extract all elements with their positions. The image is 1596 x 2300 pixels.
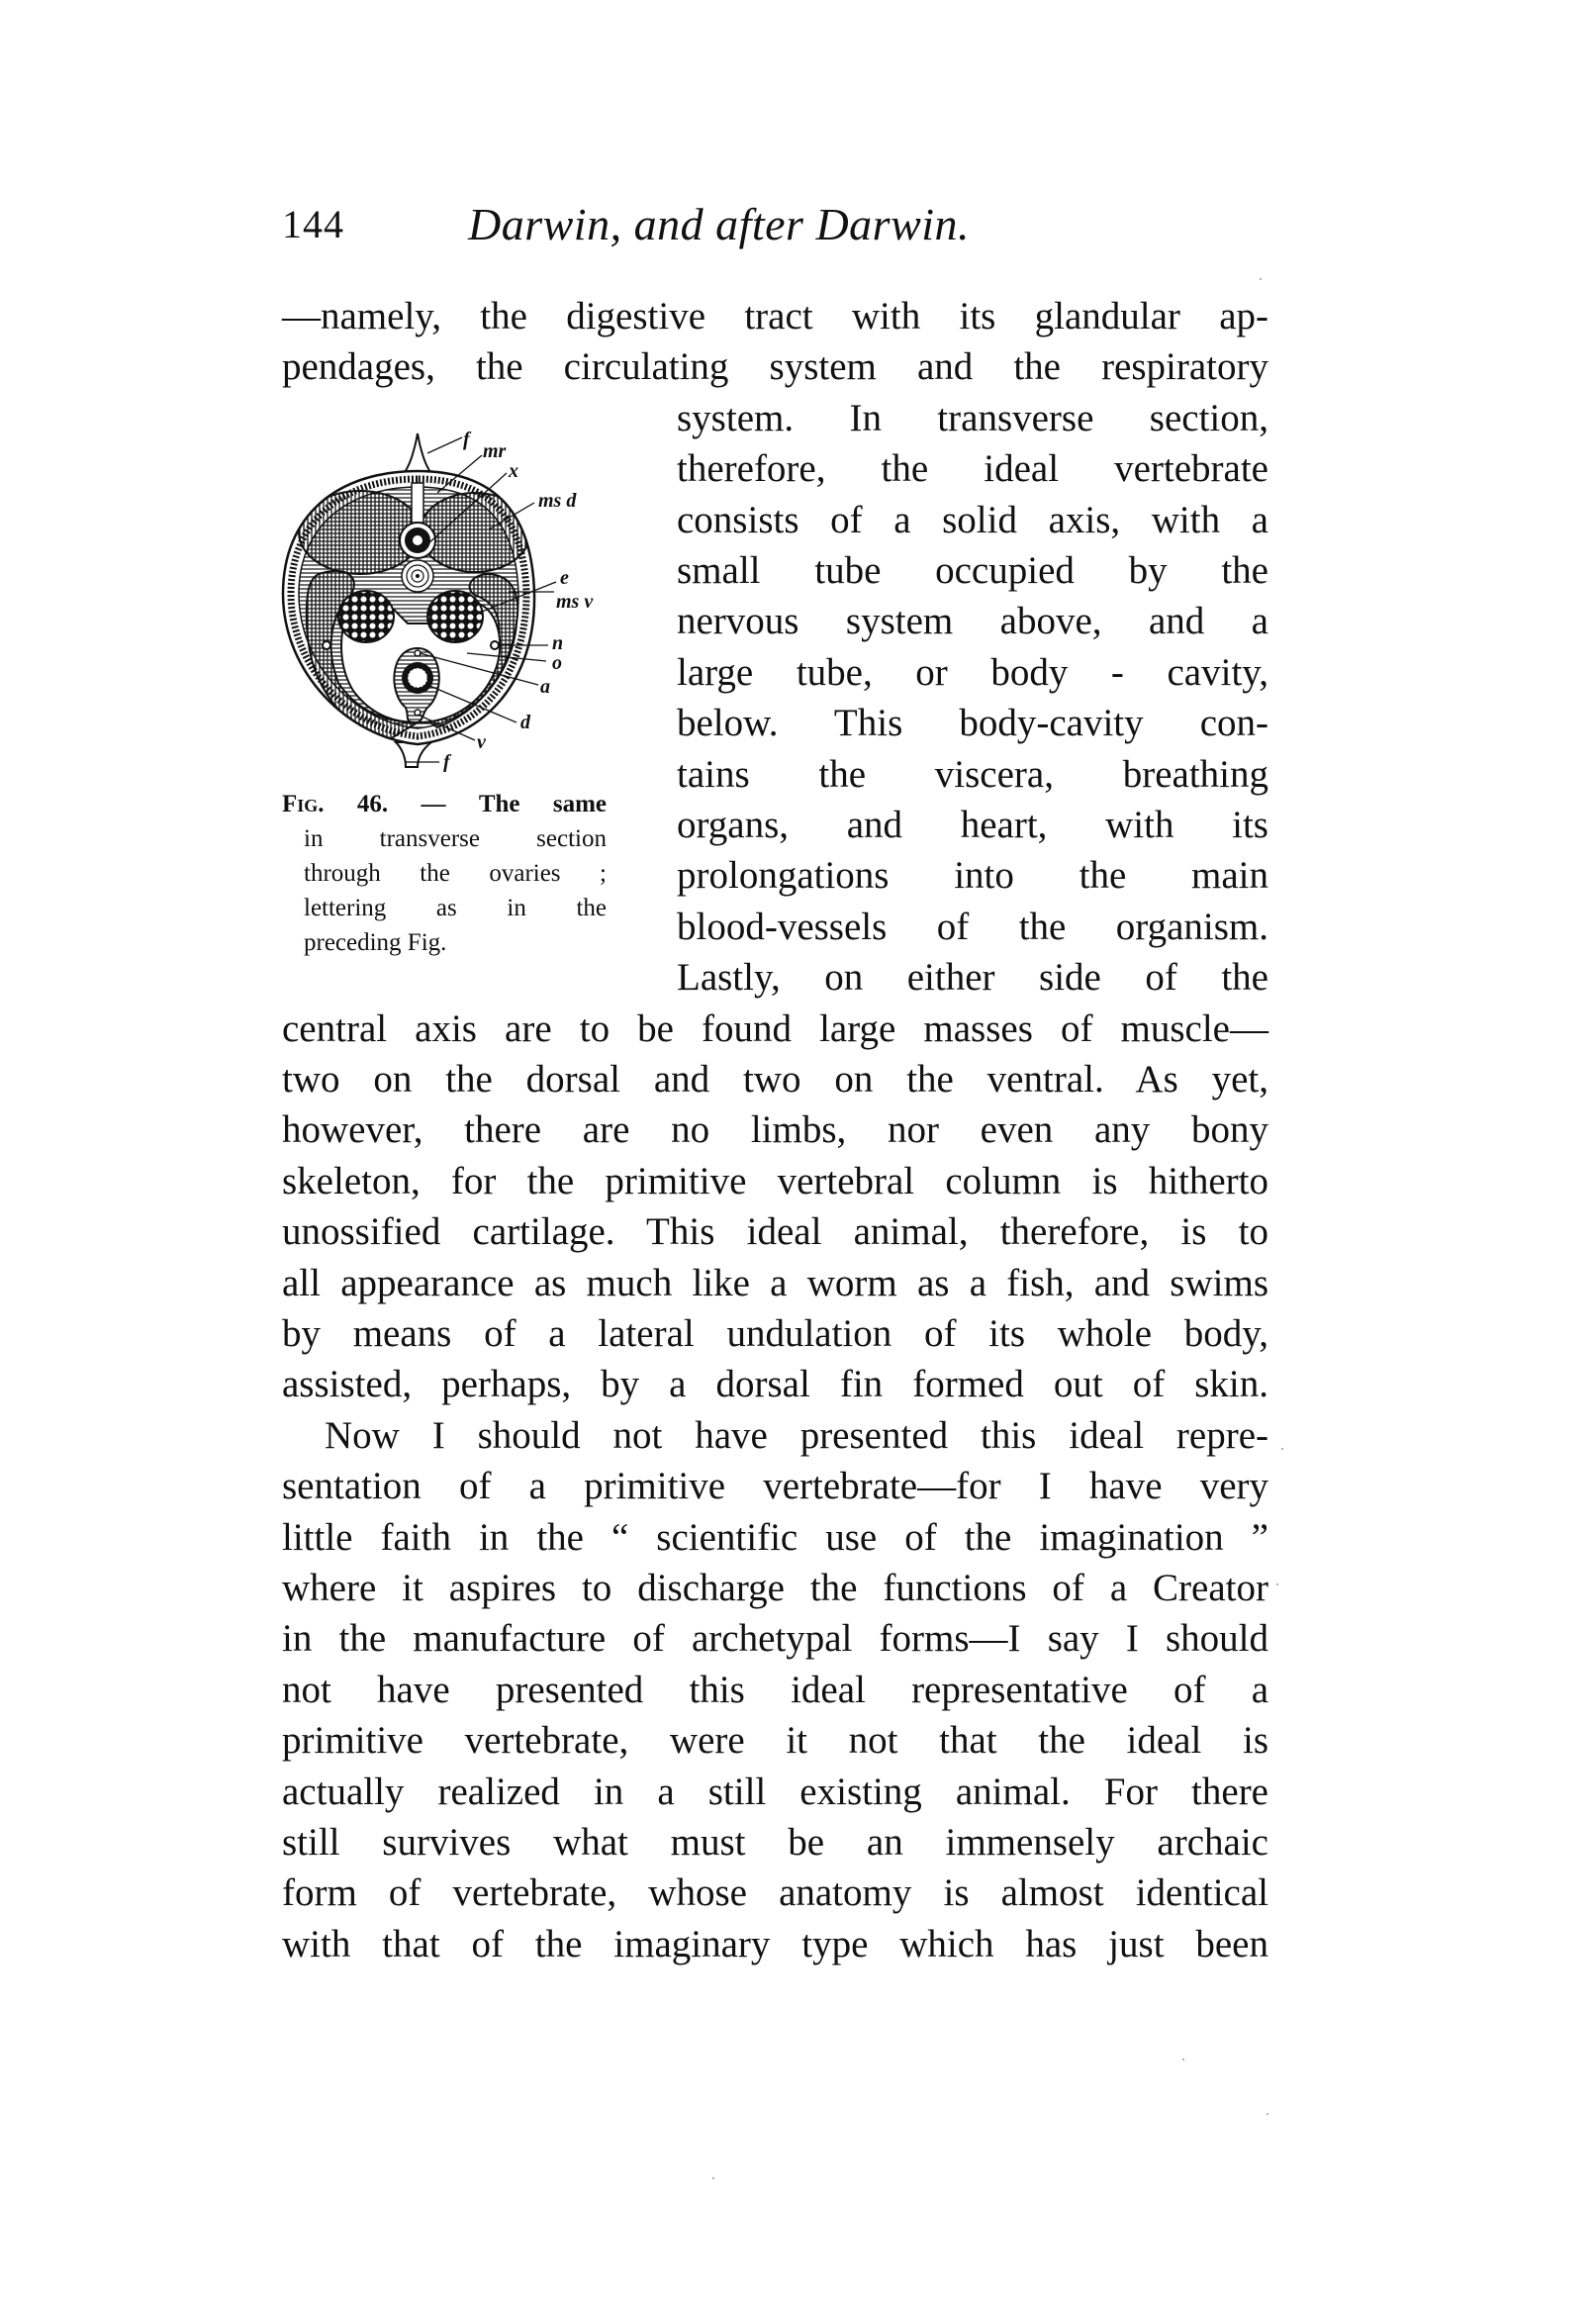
text-line: where it aspires to discharge the functions of a Creator <box>282 1567 1268 1609</box>
text-line: unossified cartilage. This ideal animal, therefore, is to <box>282 1210 1268 1253</box>
dorsal-fin <box>404 433 431 473</box>
caption-line <box>282 787 607 821</box>
fig-label-a: a <box>540 676 550 698</box>
text-line: assisted, perhaps, by a dorsal fin formed out of skin. <box>282 1363 1268 1405</box>
transverse-section-drawing <box>279 426 606 772</box>
figure-46-illustration <box>279 426 606 772</box>
fig-label-mr: mr <box>483 440 507 462</box>
text-line: skeleton, for the primitive vertebral column is hitherto <box>282 1160 1268 1202</box>
text-line: by means of a lateral undulation of its whole body, <box>282 1312 1268 1355</box>
fig-label-o: o <box>552 652 562 674</box>
text-line: in the manufacture of archetypal forms—I say I should <box>282 1617 1268 1660</box>
fig-label-d: d <box>520 712 530 733</box>
running-title: Darwin, and after Darwin. <box>468 199 971 249</box>
text-line: below. This body-cavity con- <box>677 702 1268 744</box>
caption-line: lettering as in the <box>304 895 607 921</box>
fig-label-ms-d: ms d <box>538 490 577 512</box>
text-line: tains the viscera, breathing <box>677 753 1268 796</box>
fig-label-x: x <box>509 460 518 482</box>
text-line: consists of a solid axis, with a <box>677 499 1268 541</box>
scan-speck <box>1182 2059 1184 2060</box>
text-line: with that of the imaginary type which has just been <box>282 1923 1268 1965</box>
caption-line: through the ovaries ; <box>304 860 607 887</box>
text-line: central axis are to be found large masses of muscle— <box>282 1007 1268 1050</box>
text-line: prolongations into the main <box>677 854 1268 897</box>
text-line: —namely, the digestive tract with its glandular ap- <box>282 295 1268 337</box>
text-line: all appearance as much like a worm as a fish, and swims <box>282 1262 1268 1304</box>
right-ovary <box>427 591 483 642</box>
text-line: actually realized in a still existing animal. For there <box>282 1771 1268 1813</box>
fig-label-e: e <box>560 567 569 589</box>
text-line: small tube occupied by the <box>677 549 1268 592</box>
fig-label-v: v <box>477 731 486 753</box>
text-line: still survives what must be an immensely archaic <box>282 1821 1268 1864</box>
text-line: two on the dorsal and two on the ventral. As yet, <box>282 1058 1268 1101</box>
caption-line: preceding Fig. <box>304 929 447 956</box>
caption-text: The same <box>478 791 608 817</box>
text-line: primitive vertebrate, were it not that the ideal is <box>282 1719 1268 1762</box>
fig-label-n: n <box>552 632 564 654</box>
caption-fig-number: Fig. 46. <box>282 791 389 817</box>
text-line: form of vertebrate, whose anatomy is almost identical <box>282 1871 1268 1914</box>
running-head <box>282 195 1093 254</box>
figure-caption <box>282 787 607 960</box>
text-line: therefore, the ideal vertebrate <box>677 447 1268 490</box>
page-number: 144 <box>282 202 344 246</box>
text-line: however, there are no limbs, nor even any bony <box>282 1108 1268 1151</box>
fig-label-f-ventral: f <box>443 751 450 772</box>
text-line: sentation of a primitive vertebrate—for I have very <box>282 1465 1268 1507</box>
text-line: organs, and heart, with its <box>677 804 1268 846</box>
caption-dash: — <box>421 791 446 817</box>
scan-speck <box>1267 2113 1268 2115</box>
ventral-fin <box>396 742 431 767</box>
left-ovary <box>338 591 394 642</box>
text-line: Now I should not have presented this ideal repre- <box>325 1414 1268 1457</box>
text-line: large tube, or body - cavity, <box>677 651 1268 694</box>
text-line: Lastly, on either side of the <box>677 956 1268 999</box>
fig-label-ms-v: ms v <box>556 591 594 613</box>
scan-speck <box>1276 1583 1278 1585</box>
scan-speck <box>1260 278 1262 280</box>
text-line: little faith in the “ scientific use of the imagination ” <box>282 1516 1268 1559</box>
caption-line: in transverse section <box>304 825 607 852</box>
text-line: not have presented this ideal representative of a <box>282 1669 1268 1711</box>
text-line: pendages, the circulating system and the respiratory <box>282 345 1268 388</box>
text-line: system. In transverse section, <box>677 397 1268 439</box>
scan-speck <box>1281 1448 1283 1450</box>
text-line: nervous system above, and a <box>677 600 1268 642</box>
scan-speck <box>712 2177 714 2179</box>
text-line: blood-vessels of the organism. <box>677 906 1268 948</box>
fig-label-f-dorsal: f <box>463 429 470 450</box>
